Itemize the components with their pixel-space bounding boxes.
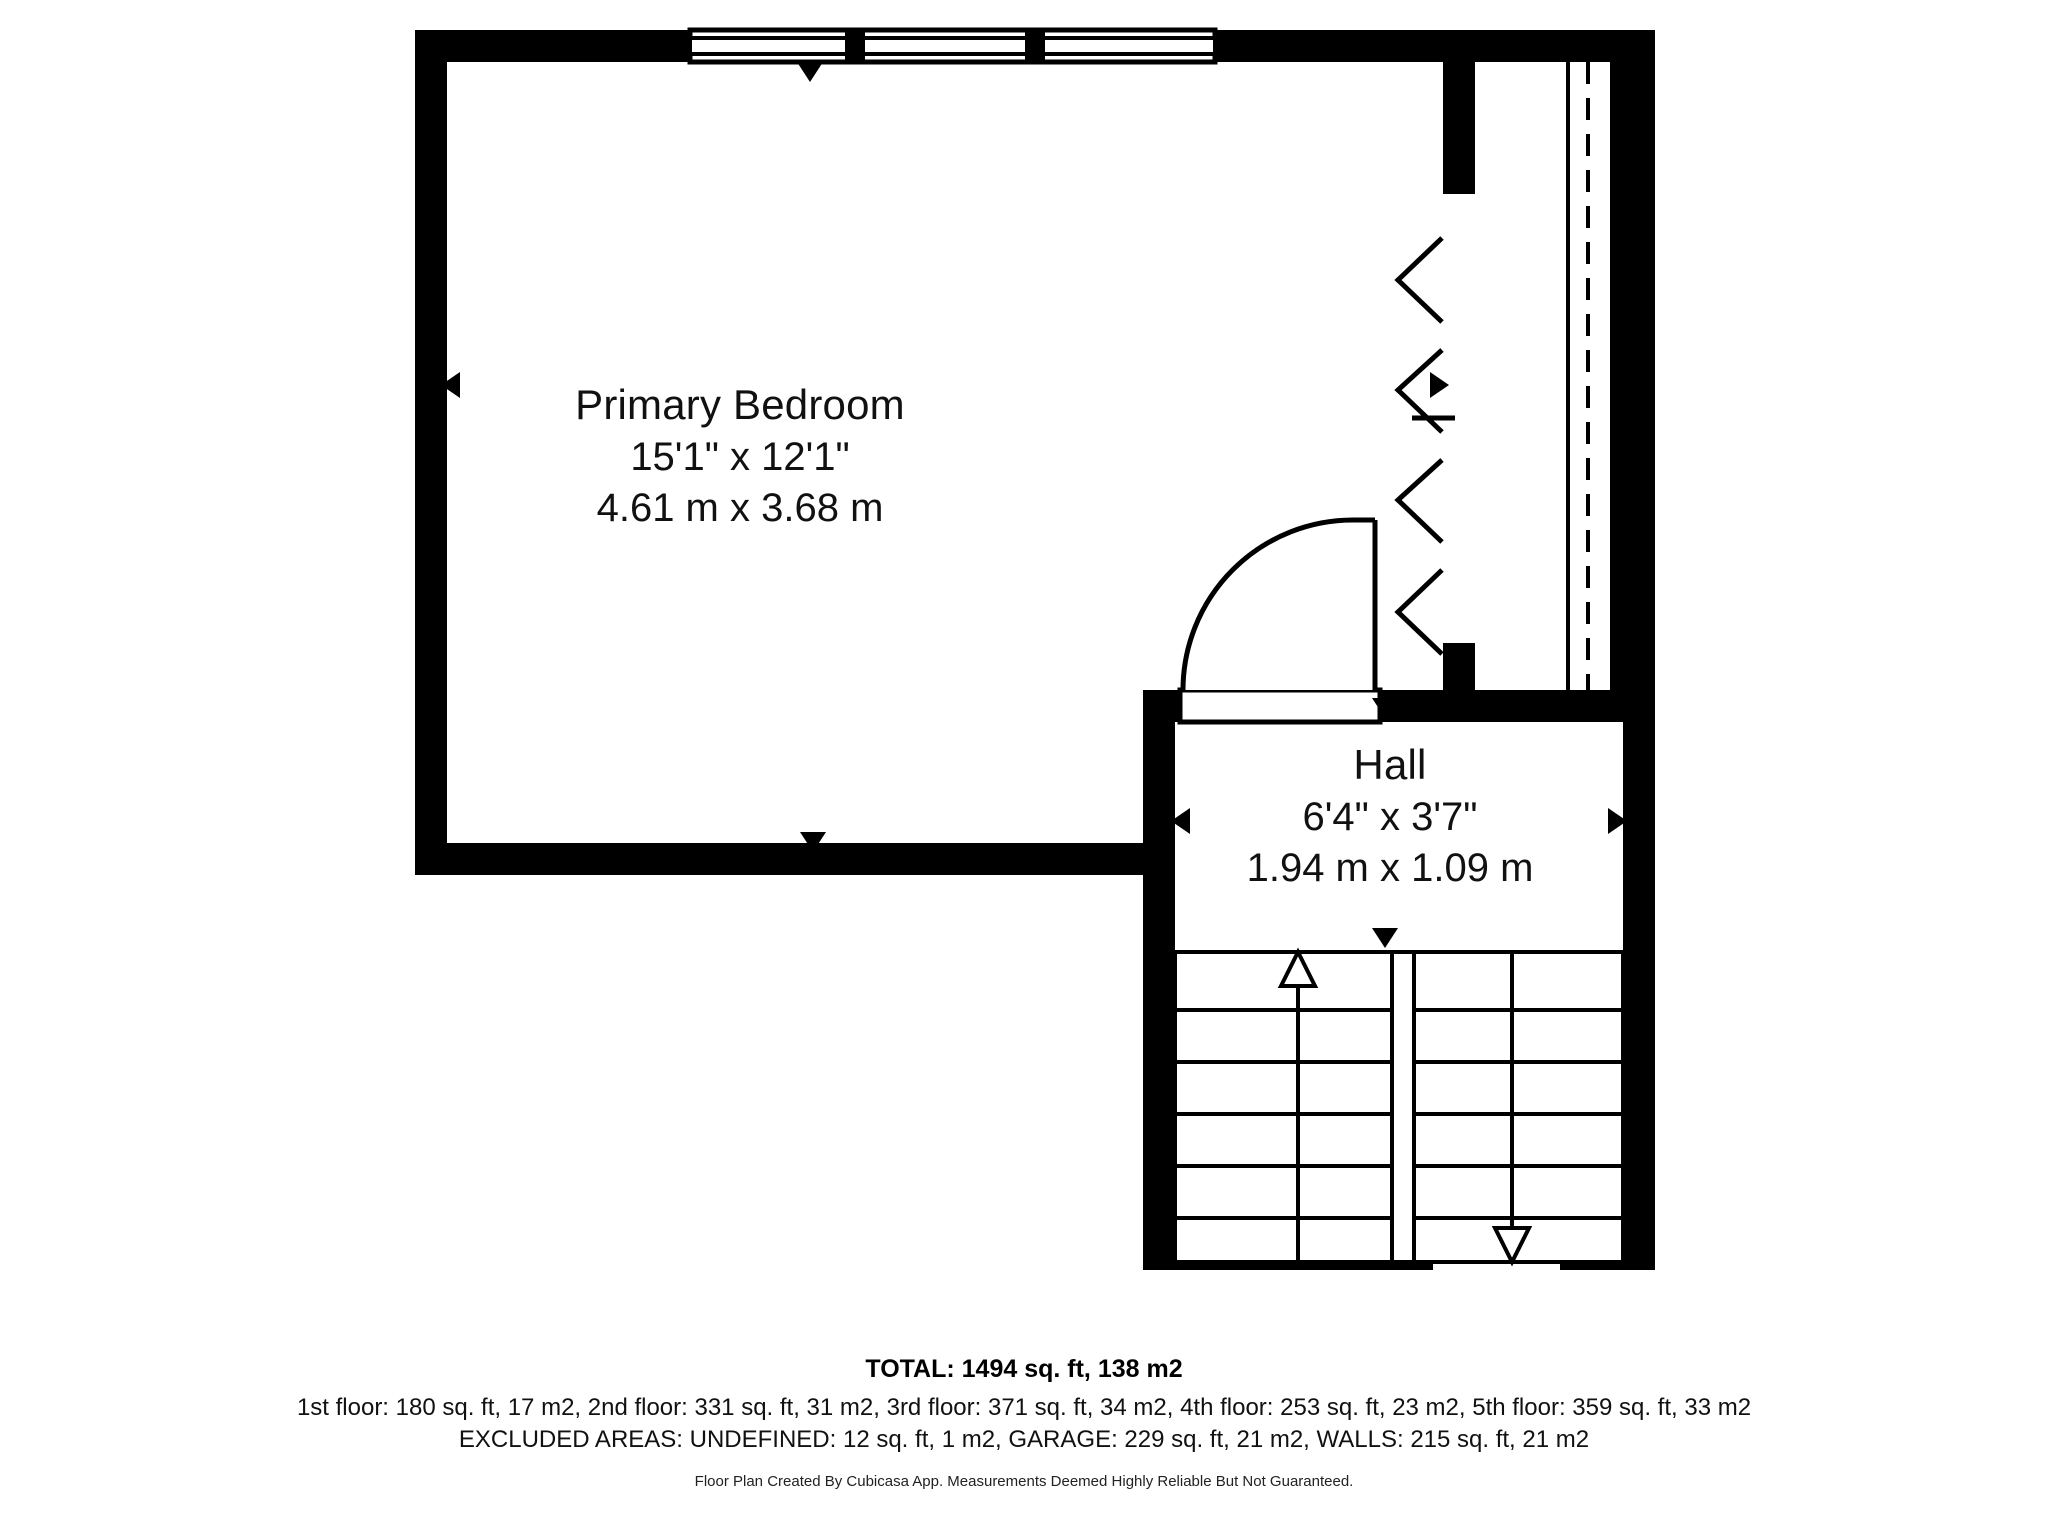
room-label-primary-bedroom bbox=[420, 378, 1060, 534]
floor-breakdown-text: 1st floor: 180 sq. ft, 17 m2, 2nd floor: 331 sq. ft, 31 m2, 3rd floor: 371 sq. ft, 34 m2, 4th floor: 253 sq. ft, 23 m2, 5th floor: 359 sq. ft, 33 m2 bbox=[296, 1394, 1752, 1421]
total-area-text: TOTAL: 1494 sq. ft, 138 m2 bbox=[865, 1355, 1183, 1383]
room-dimension-metric-hall: 1.94 m x 1.09 m bbox=[1246, 845, 1534, 890]
room-dimension-metric-primary-bedroom: 4.61 m x 3.68 m bbox=[596, 485, 884, 530]
room-label-hall bbox=[1140, 738, 1640, 894]
room-name-primary-bedroom: Primary Bedroom bbox=[575, 381, 905, 428]
room-dimension-imperial-hall: 6'4" x 3'7" bbox=[1302, 794, 1478, 839]
wall-group-right bbox=[1610, 30, 1655, 695]
staircase bbox=[1175, 952, 1623, 1262]
credit-text: Floor Plan Created By Cubicasa App. Measurements Deemed Highly Reliable But Not Guaranteed. bbox=[694, 1472, 1354, 1490]
excluded-areas-text: EXCLUDED AREAS: UNDEFINED: 12 sq. ft, 1 m2, GARAGE: 229 sq. ft, 21 m2, WALLS: 215 sq. ft, 21 m2 bbox=[458, 1426, 1590, 1454]
floor-plan-footer bbox=[0, 1355, 2048, 1490]
window-top bbox=[690, 30, 1215, 62]
room-name-hall: Hall bbox=[1353, 741, 1427, 788]
room-dimension-imperial-primary-bedroom: 15'1" x 12'1" bbox=[630, 434, 850, 479]
